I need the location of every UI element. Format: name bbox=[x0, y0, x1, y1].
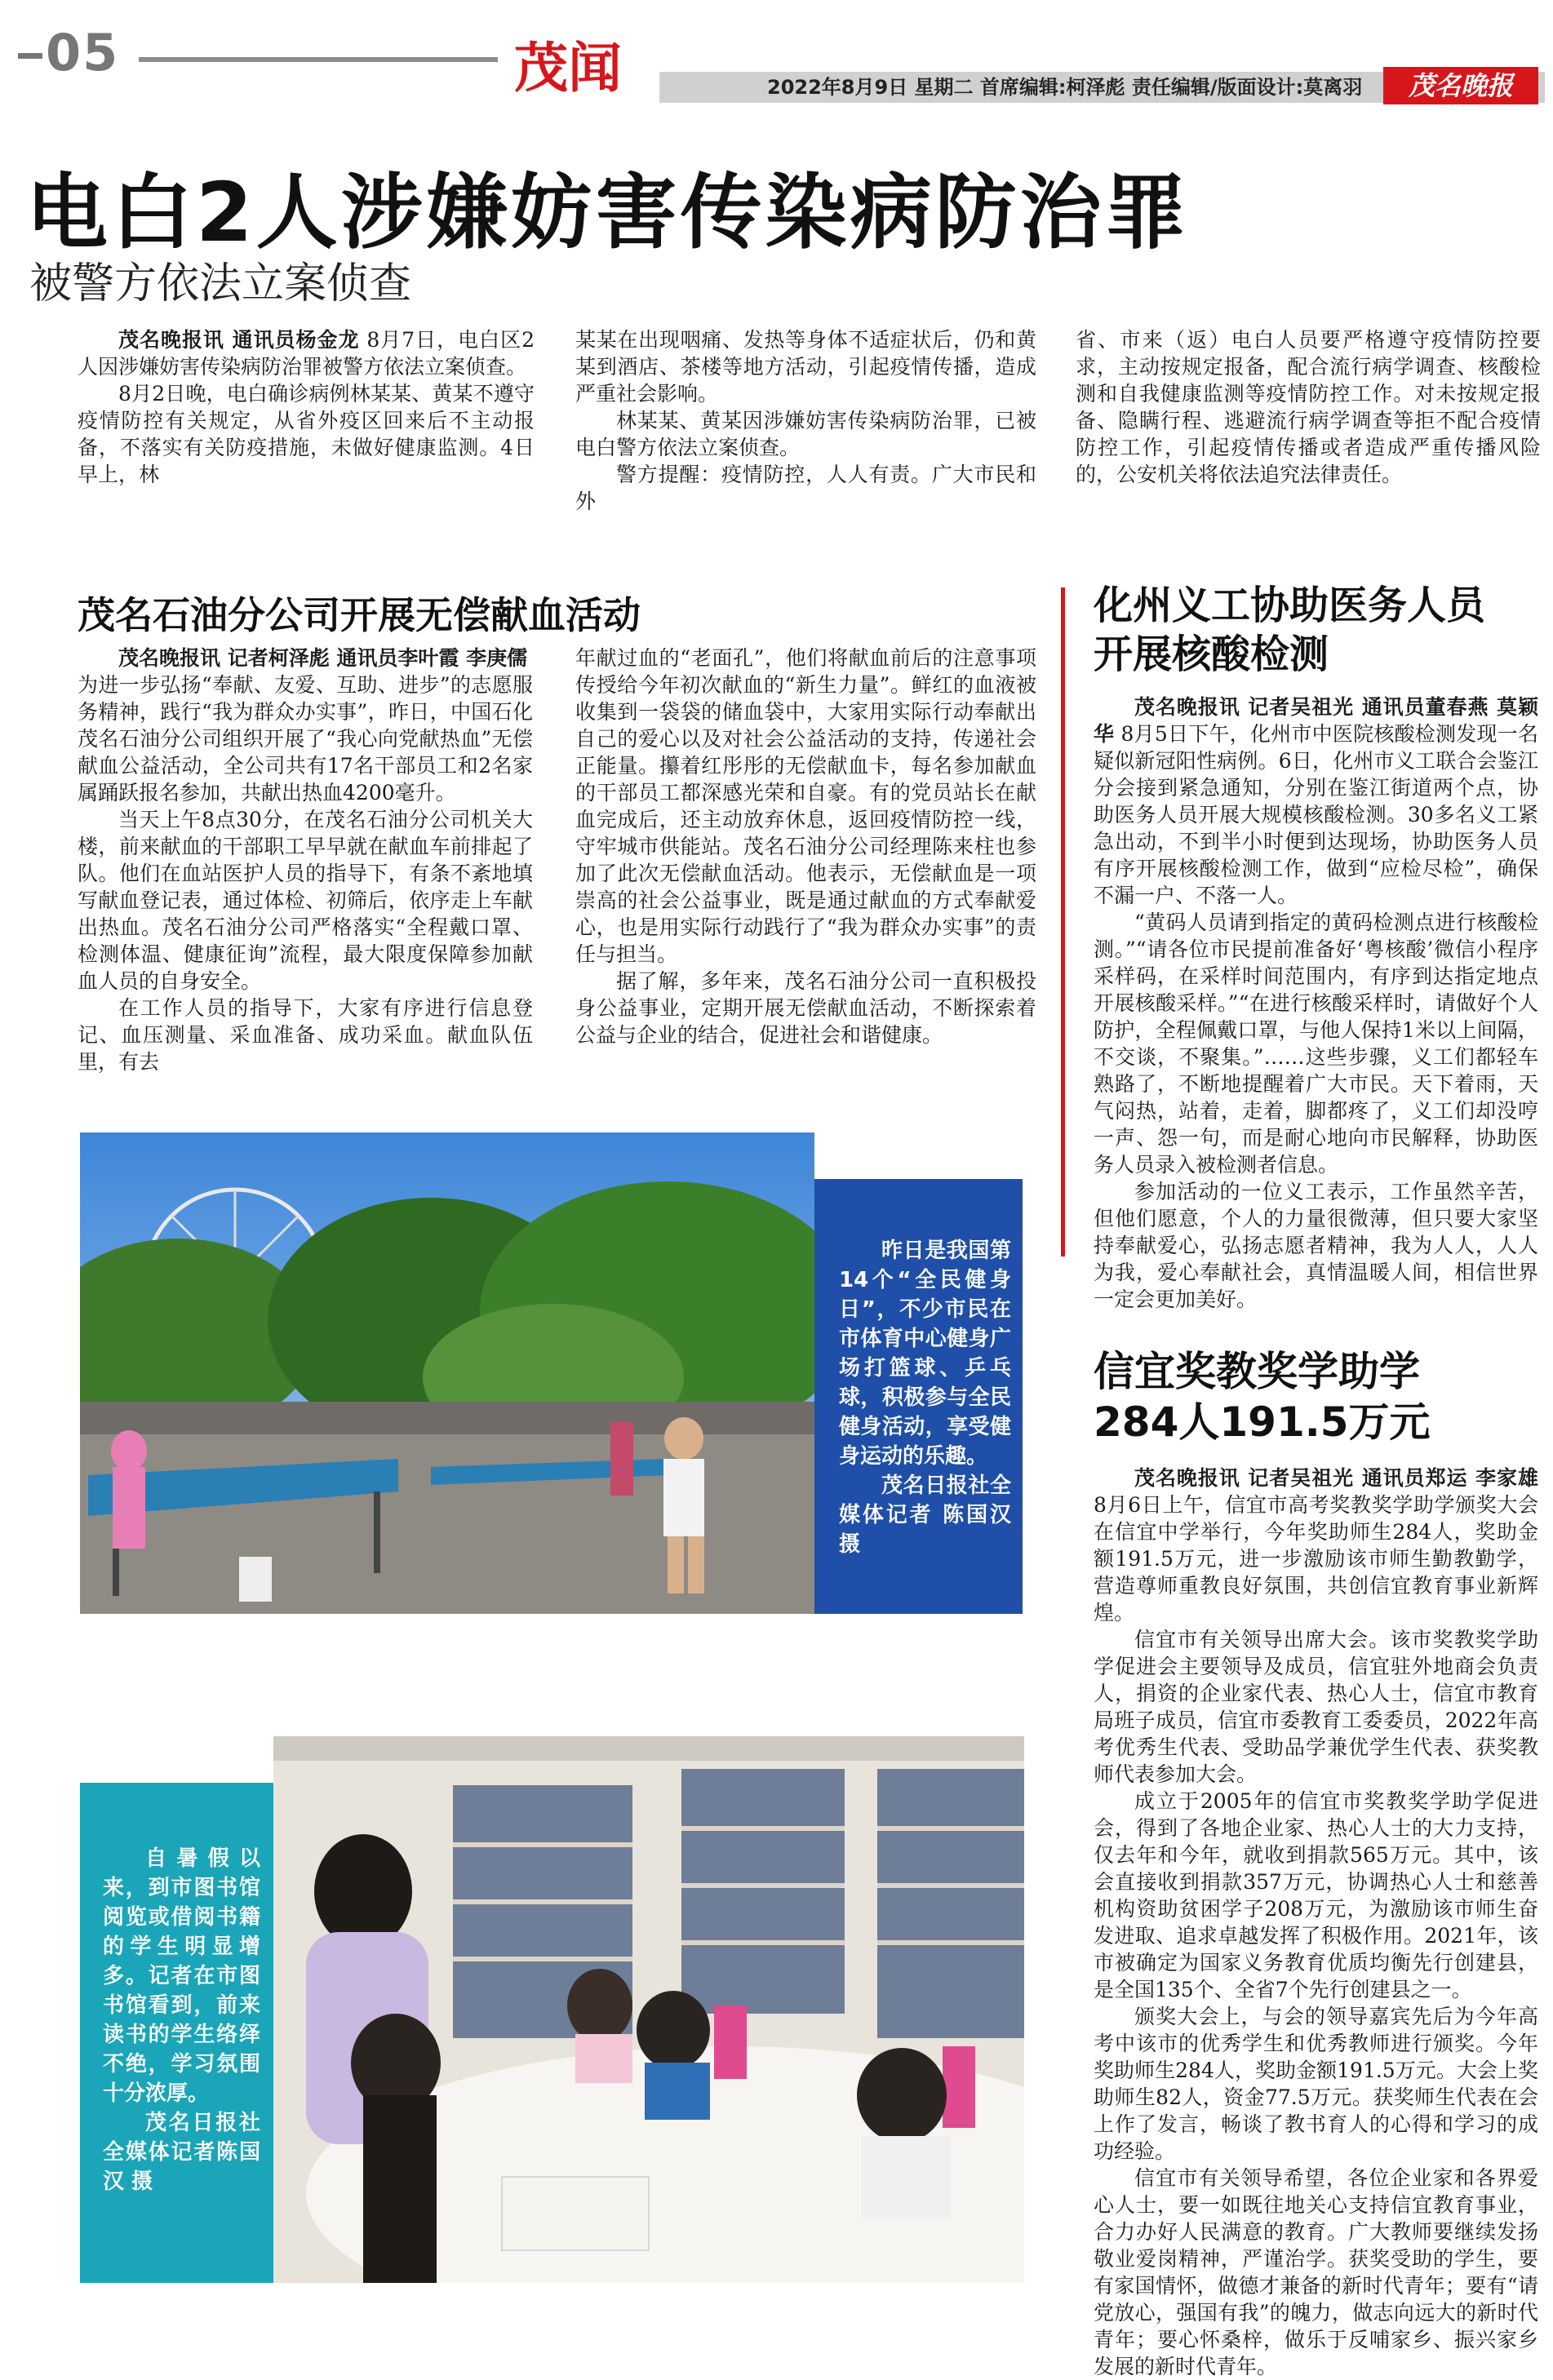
article1-lead: 茂名晚报讯 通讯员杨金龙 bbox=[118, 328, 360, 352]
article3-headline-line2: 开展核酸检测 bbox=[1094, 632, 1329, 677]
article2-p5: 据了解，多年来，茂名石油分公司一直积极投身公益事业，定期开展无偿献血活动，不断探索着公益与企业的结合，促进社会和谐健康。 bbox=[575, 969, 1036, 1047]
article1-p1: 8月7日，电白区2人因涉嫌妨害传染病防治罪被警方依法立案侦查。 bbox=[78, 328, 535, 379]
article2-p3: 在工作人员的指导下，大家有序进行信息登记、血压测量、采血准备、成功采血。献血队伍里，有去 bbox=[78, 996, 533, 1074]
article1-p5: 警方提醒：疫情防控，人人有责。广大市民和外 bbox=[575, 463, 1036, 513]
article3-p1: 8月5日下午，化州市中医院核酸检测发现一名疑似新冠阳性病例。6日，化州市义工联合会鉴江分会接到紧急通知，分别在鉴江街道两个点，协助医务人员开展大规模核酸检测。30多名义工紧急出动，不到半小时便到达现场，协助医务人员有序开展核酸检测工作，做到“应检尽检”，确保不漏一户、不落一人。 bbox=[1094, 722, 1538, 907]
article4-p2: 信宜市有关领导出席大会。该市奖教奖学助学促进会主要领导及成员，信宜驻外地商会负责人，捐资的企业家代表、热心人士，信宜市教育局班子成员，信宜市委教育工委委员，2022年高考优秀生代表、受助品学兼优学生代表、获奖教师代表参加大会。 bbox=[1094, 1628, 1538, 1786]
article4-headline-line1: 信宜奖教奖学助学 bbox=[1094, 1348, 1420, 1395]
photo-fitness-park-image bbox=[80, 1132, 814, 1614]
article4-p4: 颁奖大会上，与会的领导嘉宾先后为今年高考中该市的优秀学生和优秀教师进行颁奖。今年奖助师生284人，奖助金额191.5万元。大会上奖助师生82人，资金77.5万元。获奖师生代表在会上作了发言，畅谈了教书育人的心得和学习的成功经验。 bbox=[1094, 2005, 1538, 2163]
article3-headline-line1: 化州义工协助医务人员 bbox=[1094, 583, 1486, 628]
photo2-caption-text: 自暑假以来，到市图书馆阅览或借阅书籍的学生明显增多。记者在市图书馆看到，前来读书的学生络绎不绝，学习氛围十分浓厚。 bbox=[103, 1846, 260, 2106]
photo-fitness-park bbox=[80, 1132, 814, 1614]
photo1-caption bbox=[814, 1179, 1023, 1614]
article4-body bbox=[1094, 1465, 1538, 2380]
article2-col2 bbox=[575, 645, 1036, 1048]
article4-p5: 信宜市有关领导希望，各位企业家和各界爱心人士，要一如既往地关心支持信宜教育事业，合力办好人民满意的教育。广大教师要继续发扬敬业爱岗精神，严谨治学。获奖受助的学生，要有家国情怀，做德才兼备的新时代青年；要有“请党放心，强国有我”的魄力，做志向远大的新时代青年；要心怀桑梓，做乐于反哺家乡、振兴家乡发展的新时代青年。 bbox=[1094, 2166, 1538, 2378]
article1-subhead: 被警方依法立案侦查 bbox=[29, 259, 412, 308]
article1-col1 bbox=[78, 326, 535, 488]
article4-headline bbox=[1094, 1346, 1431, 1447]
article2-p1: 为进一步弘扬“奉献、友爱、互助、进步”的志愿服务精神，践行“我为群众办实事”，昨日，中国石化茂名石油分公司组织开展了“我心向党献热血”无偿献血公益活动，全公司共有17名干部员工和2名家属踊跃报名参加，共献出热血4200毫升。 bbox=[78, 673, 533, 804]
article2-p4: 年献过血的“老面孔”，他们将献血前后的注意事项传授给今年初次献血的“新生力量”。鲜红的血液被收集到一袋袋的储血袋中，大家用实际行动奉献出自己的爱心以及对社会公益活动的支持，传递社会正能量。攥着红彤彤的无偿献血卡，每名参加献血的干部员工都深感光荣和自豪。有的党员站长在献血完成后，还主动放弃休息，返回疫情防控一线，守牢城市供能站。茂名石油分公司经理陈来柱也参加了此次无偿献血活动。他表示，无偿献血是一项崇高的社会公益事业，既是通过献血的方式奉献爱心，也是用实际行动践行了“我为群众办实事”的责任与担当。 bbox=[575, 646, 1036, 966]
article3-p3: 参加活动的一位义工表示，工作虽然辛苦，但他们愿意，个人的力量很微薄，但只要大家坚持奉献爱心，弘扬志愿者精神，我为人人，人人为我，爱心奉献社会，真情温暖人间，相信世界一定会更加美好。 bbox=[1094, 1180, 1538, 1311]
photo2-credit: 茂名日报社全媒体记者陈国汉 摄 bbox=[103, 2111, 260, 2194]
photo1-credit: 茂名日报社全媒体记者 陈国汉 摄 bbox=[839, 1474, 1011, 1557]
article3-lead: 茂名晚报讯 记者吴祖光 通讯员董春燕 莫颖华 bbox=[1094, 695, 1538, 746]
header-rule-left bbox=[139, 57, 498, 62]
section-label: 茂闻 bbox=[514, 37, 622, 100]
column-divider bbox=[1061, 587, 1065, 1256]
article1-headline: 电白2人涉嫌妨害传染病防治罪 bbox=[26, 165, 1190, 260]
header-info-line: 2022年8月9日 星期二 首席编辑:柯泽彪 责任编辑/版面设计:莫离羽 bbox=[767, 76, 1363, 99]
article1-col2 bbox=[575, 326, 1036, 515]
page-number: 05 bbox=[18, 23, 119, 82]
article4-headline-line2: 284人191.5万元 bbox=[1094, 1398, 1431, 1446]
article2-p2: 当天上午8点30分，在茂名石油分公司机关大楼，前来献血的干部职工早早就在献血车前排起了队。他们在血站医护人员的指导下，有条不紊地填写献血登记表，通过体检、初筛后，依序走上车献出热血。茂名石油分公司严格落实“全程戴口罩、检测体温、健康征询”流程，最大限度保障参加献血人员的自身安全。 bbox=[78, 808, 533, 993]
article1-p2: 8月2日晚，电白确诊病例林某某、黄某不遵守疫情防控有关规定，从省外疫区回来后不主动报备，不落实有关防疫措施，未做好健康监测。4日早上，林 bbox=[78, 382, 535, 486]
article2-col1 bbox=[78, 645, 533, 1075]
article1-p6: 省、市来（返）电白人员要严格遵守疫情防控要求，主动按规定报备，配合流行病学调查、核酸检测和自我健康监测等疫情防控工作。对未按规定报备、隐瞒行程、逃避流行病学调查等拒不配合疫情防控工作，引起疫情传播或者造成严重传播风险的，公安机关将依法追究法律责任。 bbox=[1076, 328, 1541, 486]
article4-lead: 茂名晚报讯 记者吴祖光 通讯员郑运 李家雄 bbox=[1134, 1466, 1538, 1490]
photo1-caption-text: 昨日是我国第14个“全民健身日”，不少市民在市体育中心健身广场打篮球、乒乓球，积极参与全民健身活动，享受健身运动的乐趣。 bbox=[839, 1239, 1011, 1469]
article1-p3: 某某在出现咽痛、发热等身体不适症状后，仍和黄某到酒店、茶楼等地方活动，引起疫情传播，造成严重社会影响。 bbox=[575, 328, 1036, 406]
article3-headline bbox=[1094, 581, 1485, 679]
masthead-text: 茂名晚报 bbox=[1408, 70, 1513, 101]
article3-body bbox=[1094, 694, 1538, 1313]
photo-library bbox=[273, 1736, 1024, 2283]
article2-headline: 茂名石油分公司开展无偿献血活动 bbox=[78, 593, 641, 637]
article2-lead: 茂名晚报讯 记者柯泽彪 通讯员李叶霞 李庚儒 bbox=[118, 646, 528, 670]
photo-library-image bbox=[273, 1736, 1024, 2283]
photo2-caption bbox=[80, 1783, 273, 2283]
article1-p4: 林某某、黄某因涉嫌妨害传染病防治罪，已被电白警方依法立案侦查。 bbox=[575, 409, 1036, 459]
article3-p2: “黄码人员请到指定的黄码检测点进行核酸检测。”“请各位市民提前准备好‘粤核酸’微信小程序采样码，在采样时间范围内，有序到达指定地点开展核酸采样。”“在进行核酸采样时，请做好个人防护，全程佩戴口罩，与他人保持1米以上间隔，不交谈，不聚集。”……这些步骤，义工们都轻车熟路了，不断地提醒着广大市民。天下着雨，天气闷热，站着，走着，脚都疼了，义工们却没哼一声、怨一句，而是耐心地向市民解释，协助医务人员录入被检测者信息。 bbox=[1094, 911, 1538, 1177]
article4-p1: 8月6日上午，信宜市高考奖教奖学助学颁奖大会在信宜中学举行，今年奖助师生284人，奖助金额191.5万元，进一步激励该市师生勤教勤学，营造尊师重教良好氛围，共创信宜教育事业新辉煌。 bbox=[1094, 1493, 1538, 1624]
masthead-logo bbox=[1383, 67, 1538, 104]
article4-p3: 成立于2005年的信宜市奖教奖学助学促进会，得到了各地企业家、热心人士的大力支持，仅去年和今年，就收到捐款565万元。其中，该会直接收到捐款357万元，协调热心人士和慈善机构资助贫困学子208万元，为激励该市师生奋发进取、追求卓越发挥了积极作用。2021年，该市被确定为国家义务教育优质均衡先行创建县，是全国135个、全省7个先行创建县之一。 bbox=[1094, 1789, 1538, 2001]
article1-col3 bbox=[1076, 326, 1541, 488]
